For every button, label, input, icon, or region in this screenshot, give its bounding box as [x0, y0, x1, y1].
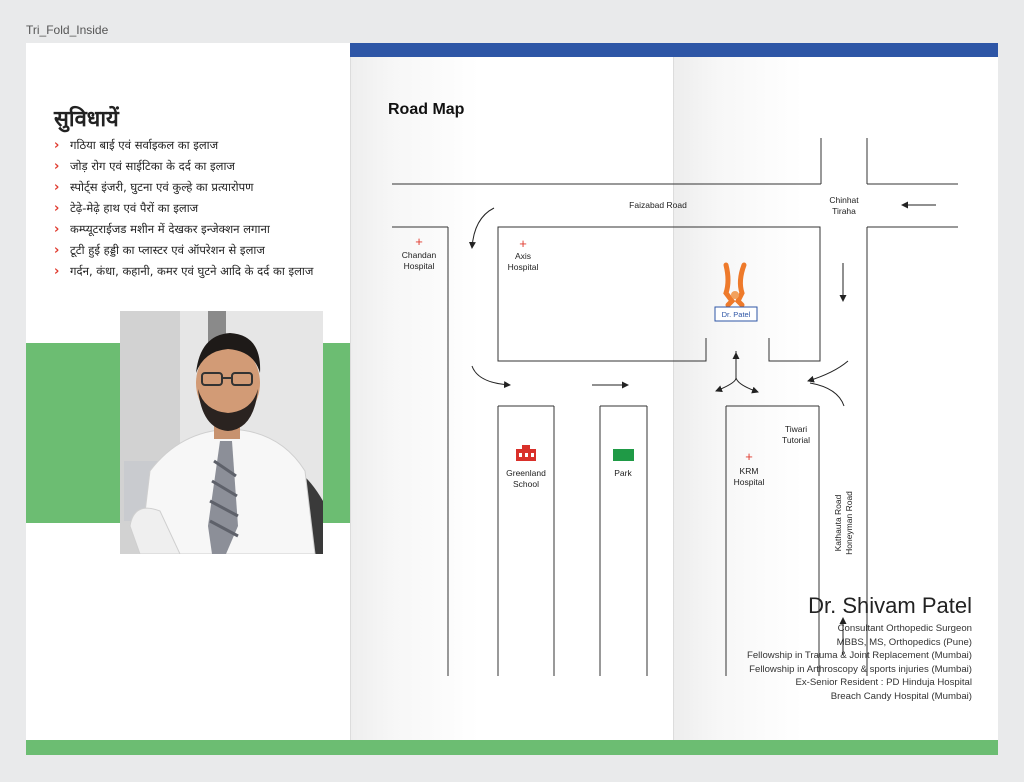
chevron-right-icon: ›	[54, 222, 60, 237]
page-label: Tri_Fold_Inside	[26, 23, 109, 37]
kathauta-road-label: Kathauta Road	[833, 494, 843, 552]
doctor-name: Dr. Shivam Patel	[808, 593, 972, 618]
chevron-right-icon: ›	[54, 180, 60, 195]
road-map	[26, 43, 998, 755]
list-item: › गर्दन, कंधा, कहानी, कमर एवं घुटने आदि के दर्द का इलाज	[54, 264, 314, 279]
greenland-label-2: School	[513, 479, 539, 489]
list-item: › कम्प्यूटराईजड मशीन में देखकर इन्जेक्शन लगाना	[54, 222, 270, 237]
chandan-label-2: Hospital	[403, 261, 435, 271]
list-item: › टूटी हुई हड्डी का प्लास्टर एवं ऑपरेशन से इलाज	[54, 243, 265, 258]
credential-line: Consultant Orthopedic Surgeon	[837, 623, 972, 634]
park-label: Park	[614, 468, 632, 478]
chevron-right-icon: ›	[54, 264, 60, 279]
faizabad-road-label: Faizabad Road	[629, 200, 687, 210]
brochure-sheet	[26, 43, 998, 755]
school-icon	[516, 445, 536, 461]
direction-arrows	[472, 205, 936, 655]
credential-line: Fellowship in Arthroscopy & sports injuries (Mumbai)	[749, 663, 972, 675]
list-item: › टेढ़े-मेढ़े हाथ एवं पैरों का इलाज	[54, 201, 199, 216]
credential-line: Breach Candy Hospital (Mumbai)	[830, 690, 972, 702]
hospital-cross-icon: +	[745, 449, 753, 464]
chandan-label-1: Chandan	[401, 250, 437, 260]
krm-label-1: KRM	[739, 466, 759, 476]
axis-label-2: Hospital	[507, 262, 539, 272]
tiwari-label-2: Tutorial	[781, 435, 811, 445]
list-item: › स्पोर्ट्स इंजरी, घुटना एवं कुल्हे का प्रत्यारोपण	[54, 180, 254, 195]
list-item: › गठिया बाई एवं सर्वाइकल का इलाज	[54, 138, 219, 153]
chevron-right-icon: ›	[54, 201, 60, 216]
park-icon	[613, 449, 634, 461]
hospital-cross-icon: +	[519, 236, 527, 251]
greenland-label-1: Greenland	[506, 468, 546, 478]
hospital-cross-icon: +	[415, 234, 423, 249]
chinhat-label-1: Chinhat	[829, 195, 859, 205]
chevron-right-icon: ›	[54, 138, 60, 153]
credential-line: Ex-Senior Resident : PD Hinduja Hospital	[795, 677, 972, 689]
chevron-right-icon: ›	[54, 159, 60, 174]
list-item: › जोड़ रोग एवं साईटिका के दर्द का इलाज	[54, 159, 235, 174]
tiwari-label-1: Tiwari	[784, 424, 808, 434]
credential-line: MBBS, MS, Orthopedics (Pune)	[836, 636, 972, 648]
credential-line: Fellowship in Trauma & Joint Replacement (Mumbai)	[746, 650, 972, 662]
axis-label-1: Axis	[514, 251, 532, 261]
honeyman-road-label: Honeyman Road	[844, 491, 854, 555]
facilities-heading: सुविधायें	[54, 107, 119, 132]
clinic-logo-text: Dr. Patel	[721, 310, 751, 319]
krm-label-2: Hospital	[733, 477, 765, 487]
map-title: Road Map	[388, 101, 465, 118]
chinhat-label-2: Tiraha	[832, 206, 856, 216]
road-lines	[392, 138, 958, 676]
chevron-right-icon: ›	[54, 243, 60, 258]
